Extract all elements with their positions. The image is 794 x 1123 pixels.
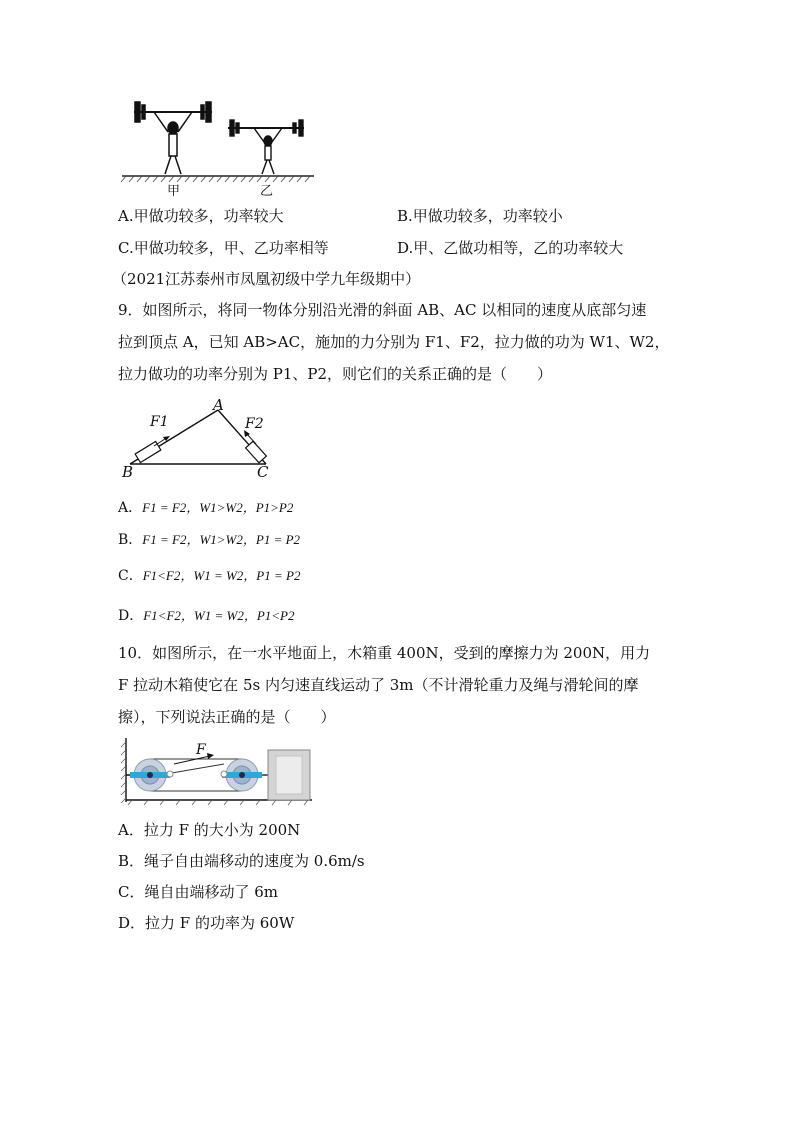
q9-option-d-letter: D． [118,608,144,624]
force-label-f2: F2 [245,416,264,432]
q9-option-a[interactable] [118,499,293,517]
q8-option-a[interactable] [118,206,284,226]
q10-option-d-letter: D． [118,914,146,932]
q8-option-a-letter: A. [118,207,134,225]
q10-option-a-text: 拉力 F 的大小为 200N [143,821,301,839]
vertex-label-a: A [213,396,224,414]
q9-option-b-text: F1 = F2，W1>W2，P1 = P2 [142,532,301,547]
q10-option-a-letter: A． [118,821,144,839]
force-label-f: F [196,742,206,758]
q10-option-c-letter: C． [118,883,145,901]
q10-option-d[interactable] [118,913,294,933]
vertex-label-b: B [122,463,134,481]
q9-option-b-letter: B． [118,532,143,548]
weightlifters-figure [118,96,318,200]
q10-option-c-text: 绳自由端移动了 6m [144,883,279,901]
q9-source: （2021江苏泰州市凤凰初级中学九年级期中） [112,270,421,288]
q10-stem-line-2: F 拉动木箱使它在 5s 内匀速直线运动了 3m（不计滑轮重力及绳与滑轮间的摩 [118,676,639,694]
q10-stem-line-1: 10．如图所示，在一水平地面上，木箱重 400N，受到的摩擦力为 200N，用力 [118,644,651,662]
q10-option-b-text: 绳子自由端移动的速度为 0.6m/s [144,852,365,870]
q9-option-a-text: F1 = F2，W1>W2，P1>P2 [142,500,294,515]
q9-stem-line-3: 拉力做功的功率分别为 P1、P2，则它们的关系正确的是（ ） [118,365,553,383]
q8-option-a-text: 甲做功较多，功率较大 [133,207,284,225]
q9-option-c-text: F1<F2，W1 = W2，P1 = P2 [142,568,301,583]
lifter-jia [134,102,212,174]
lifter-yi [228,120,304,174]
q9-option-c[interactable] [118,567,300,585]
q10-option-b-letter: B． [118,852,145,870]
q8-option-b-text: 甲做功较多，功率较小 [412,207,563,225]
q9-option-c-letter: C． [118,568,143,584]
q8-option-c-text: 甲做功较多，甲、乙功率相等 [133,239,329,257]
pulley-figure [118,736,318,806]
q8-option-d-text: 甲、乙做功相等，乙的功率较大 [413,239,624,257]
figure-label-yi: 乙 [260,184,274,199]
q10-option-b[interactable] [118,851,365,871]
q9-option-a-letter: A． [118,500,143,516]
q9-option-d[interactable] [118,607,294,625]
q10-stem-line-3: 擦），下列说法正确的是（ ） [118,708,336,726]
vertex-label-c: C [257,463,269,481]
q10-option-d-text: 拉力 F 的功率为 60W [145,914,295,932]
q8-option-b-letter: B. [397,207,413,225]
force-label-f1: F1 [150,414,169,430]
q9-option-d-text: F1<F2，W1 = W2，P1<P2 [143,608,295,623]
q9-stem-line-1: 9．如图所示，将同一物体分别沿光滑的斜面 AB、AC 以相同的速度从底部匀速 [118,301,647,319]
figure-label-jia: 甲 [167,184,181,199]
q8-option-c[interactable] [118,238,329,258]
q8-option-b[interactable] [397,206,563,226]
q10-option-a[interactable] [118,820,300,840]
q8-option-d[interactable] [397,238,623,258]
q8-option-c-letter: C. [118,239,134,257]
q9-option-b[interactable] [118,531,300,549]
q8-option-d-letter: D. [397,239,414,257]
q9-stem-line-2: 拉到顶点 A，已知 AB>AC，施加的力分别为 F1、F2，拉力做的功为 W1、W2， [118,333,670,351]
q10-option-c[interactable] [118,882,278,902]
